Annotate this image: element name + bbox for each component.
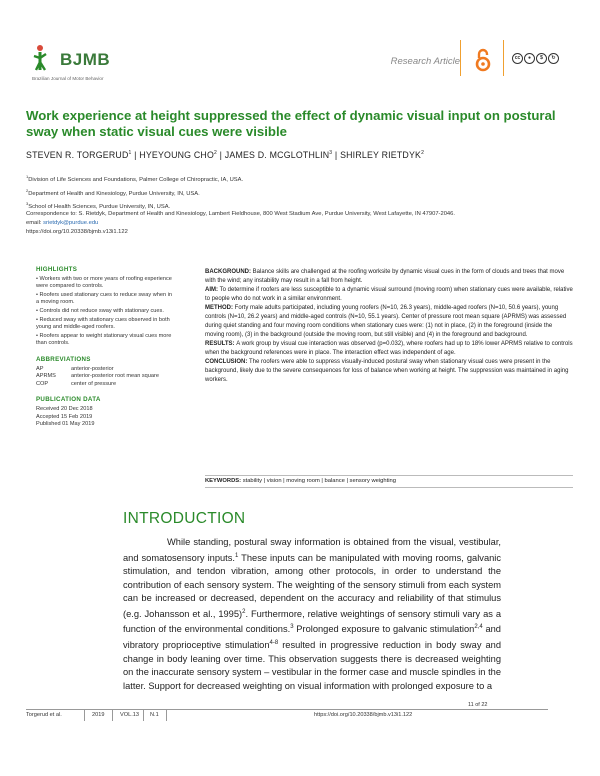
- footer-year: 2019: [92, 712, 105, 718]
- abstract-label: BACKGROUND:: [205, 269, 253, 275]
- abbr-key: APRMS: [36, 373, 56, 380]
- sidebar: [36, 266, 176, 437]
- affiliation: [26, 172, 243, 186]
- keywords-divider: [205, 487, 573, 488]
- citation-sup[interactable]: 1: [234, 552, 239, 559]
- received-date: Received 20 Dec 2018: [36, 405, 93, 412]
- header-divider: [460, 40, 461, 76]
- footer-separator: [84, 709, 85, 721]
- abbreviation-row: [36, 373, 176, 381]
- intro-text: While standing, postural sway information is obtained from the visual, vestibular, and somatosensory inputs.: [123, 537, 501, 563]
- intro-text: and vibratory proprioceptive stimulation: [123, 624, 501, 651]
- abbr-key: AP: [36, 365, 44, 372]
- abstract-text: To determine if roofers are less susceptible to a dynamic visual surround (moving room) when stationary cues were available, relative to people who do not work in a similar environment.: [205, 287, 573, 302]
- citation-sup[interactable]: 4-8: [269, 640, 279, 647]
- doi-link[interactable]: https://doi.org/10.20338/bjmb.v13i1.122: [26, 229, 128, 236]
- abbr-value: anterior-posterior root mean square: [71, 373, 159, 380]
- abstract-background: [205, 268, 573, 286]
- abstract-conclusion: [205, 358, 573, 385]
- abbreviation-row: [36, 366, 176, 374]
- highlights-heading: HIGHLIGHTS: [36, 266, 78, 273]
- logo-text: BJMB: [60, 50, 111, 69]
- intro-text: . Furthermore, relative weightings of sensory stimuli vary as a function of the environmental conditions.: [123, 608, 501, 635]
- author-sup: 2: [421, 150, 425, 157]
- citation-sup[interactable]: 3: [290, 624, 294, 631]
- citation-sup[interactable]: 2,4: [474, 624, 483, 631]
- affiliation: [26, 186, 243, 200]
- author-sup: 3: [329, 150, 333, 157]
- intro-text: Prolonged exposure to galvanic stimulation: [293, 624, 475, 635]
- footer-separator: [166, 709, 167, 721]
- author-name: STEVEN R. TORGERUD: [26, 150, 129, 160]
- author-separator: |: [131, 150, 140, 160]
- bjmb-logo-icon: [32, 44, 56, 72]
- abstract: [205, 268, 573, 385]
- footer-separator: [143, 709, 144, 721]
- author-name: HYEYOUNG CHO: [139, 150, 215, 160]
- abstract-text: Forty male adults participated, including young roofers (N=10, 26.3 years), middle-aged roofers (N=10, 50.6 years), young controls (N=10, 26.2 years) and middle-aged controls (N=10, 55.1 years). Center of pressure root mean square (APRMS) was assessed during quiet standing and four moving room conditions when stationary cues were: (1) not in place, (2) in the foreground (inside the moving room), (3) in the background (outside the moving room, but still visible) and (4) in the foreground and background.: [205, 305, 567, 338]
- published-date: Published 01 May 2019: [36, 421, 95, 428]
- header-divider: [503, 40, 504, 76]
- abbr-value: anterior-posterior: [71, 365, 114, 372]
- email-link[interactable]: srietdyk@purdue.edu: [43, 220, 99, 227]
- abstract-label: AIM:: [205, 287, 220, 293]
- affil-text: School of Health Sciences, Purdue University, IN, USA.: [28, 203, 171, 210]
- cc-icon: cc: [512, 53, 523, 64]
- footer-divider: [26, 709, 548, 710]
- abbreviations-heading: ABBREVIATIONS: [36, 355, 91, 363]
- footer-doi-link[interactable]: https://doi.org/10.20338/bjmb.v13i1.122: [314, 712, 413, 718]
- highlight-item: • Roofers used stationary cues to reduce sway when in a moving room.: [36, 291, 172, 306]
- highlight-item: • Workers with two or more years of roofing experience were compared to controls.: [36, 275, 172, 290]
- abstract-label: METHOD:: [205, 305, 235, 311]
- abbreviation-row: [36, 381, 176, 389]
- abstract-method: [205, 304, 573, 340]
- intro-text: These inputs can be manipulated with moving rooms, galvanic stimulation, and tendon vibration, among other protocols, in order to understand the contribution of each sensory system. The weighting of the sensory stimuli from each system can be increased or decreased, dependent on the accuracy and reliability of that stimulus (e.g. Johansson et al., 1995): [123, 552, 501, 619]
- highlight-item: • Controls did not reduce sway with stationary cues.: [36, 307, 164, 314]
- abbr-value: center of pressure: [71, 380, 117, 387]
- footer-volume: VOL.13: [120, 712, 139, 718]
- highlights-section: [36, 266, 176, 348]
- abstract-results: [205, 340, 573, 358]
- article-title: Work experience at height suppressed the effect of dynamic visual input on postural sway when static visual cues were visible: [26, 108, 556, 139]
- article-type: Research Article: [390, 56, 460, 67]
- footer-number: N.1: [150, 712, 159, 718]
- publication-data-section: [36, 396, 176, 428]
- section-heading-introduction: INTRODUCTION: [123, 510, 246, 527]
- abstract-aim: [205, 286, 573, 304]
- author-separator: |: [217, 150, 225, 160]
- correspondence: [26, 210, 586, 238]
- cc-by-icon: ●: [524, 53, 535, 64]
- correspondence-address: Correspondence to: S. Rietdyk, Department of Health and Kinesiology, Lambert Fieldhouse, 800 West Stadium Ave, Purdue University, West Lafayette, IN 47907-2046.: [26, 211, 455, 217]
- journal-logo: [30, 42, 150, 82]
- author-separator: |: [332, 150, 341, 160]
- abbr-key: COP: [36, 380, 49, 387]
- affil-text: Department of Health and Kinesiology, Purdue University, IN, USA.: [28, 190, 200, 197]
- author-name: JAMES D. MCGLOTHLIN: [224, 150, 330, 160]
- intro-text: resulted in progressive reduction in body sway and change in body leaning over time. This observation suggests there is decreased weighting on the inaccurate sensory system – vestibular in the former case and muscle spindles in the latter. Support for decreased weighting on visual information with prolonged exposure to a: [123, 640, 501, 691]
- email-label: email:: [26, 220, 44, 227]
- affil-sup: 2: [26, 187, 29, 193]
- keywords: [205, 478, 396, 484]
- highlight-item: • Roofers appear to weight stationary visual cues more than controls.: [36, 332, 172, 347]
- abstract-text: The roofers were able to suppress visually-induced postural sway when stationary visual cues were present in the background, likely due to the severe consequences for loss of balance when working at height. The suppression was maintained in aging workers.: [205, 359, 569, 383]
- abstract-label: RESULTS:: [205, 341, 237, 347]
- author-name: SHIRLEY RIETDYK: [340, 150, 422, 160]
- keywords-divider: [205, 475, 573, 476]
- footer-author: Torgerud et al.: [26, 712, 62, 718]
- affiliations: [26, 172, 243, 213]
- author-sup: 1: [128, 150, 132, 157]
- affil-text: Division of Life Sciences and Foundations, Palmer College of Chiropractic, IA, USA.: [28, 176, 244, 183]
- abstract-text: Balance skills are challenged at the roofing worksite by dynamic visual cues in the form of clouds and trees that move with the wind; any instability may result in a fall from height.: [205, 269, 565, 284]
- cc-license-badge[interactable]: [512, 53, 559, 64]
- accepted-date: Accepted 15 Feb 2019: [36, 413, 93, 420]
- abbreviations-section: [36, 356, 176, 388]
- correspondence-email-line: [26, 219, 586, 228]
- page-number: 11 of 22: [468, 702, 488, 708]
- cc-sa-icon: ↻: [548, 53, 559, 64]
- logo-subtitle: Brazilian Journal of Motor Behavior: [32, 76, 104, 81]
- footer-separator: [112, 709, 113, 721]
- author-sup: 2: [214, 150, 218, 157]
- open-access-icon[interactable]: [474, 48, 492, 72]
- publication-data-heading: PUBLICATION DATA: [36, 396, 101, 404]
- abstract-label: CONCLUSION:: [205, 359, 249, 365]
- abstract-text: A work group by visual cue interaction was observed (p=0.032), where roofers had up to 18% lower APRMS relative to controls when the background references were in place. The interaction effect was independent of age.: [205, 341, 573, 356]
- keywords-label: KEYWORDS:: [205, 478, 243, 484]
- keywords-text: stability | vision | moving room | balance | sensory weighting: [242, 478, 396, 484]
- affil-sup: 1: [26, 174, 29, 179]
- citation-sup[interactable]: 2: [242, 608, 246, 615]
- author-list: [26, 150, 424, 160]
- highlight-item: • Reduced sway with stationary cues observed in both young and middle-aged roofers.: [36, 316, 170, 331]
- affil-sup: 3: [26, 201, 29, 207]
- introduction-paragraph: [123, 536, 501, 693]
- cc-nc-icon: $: [536, 53, 547, 64]
